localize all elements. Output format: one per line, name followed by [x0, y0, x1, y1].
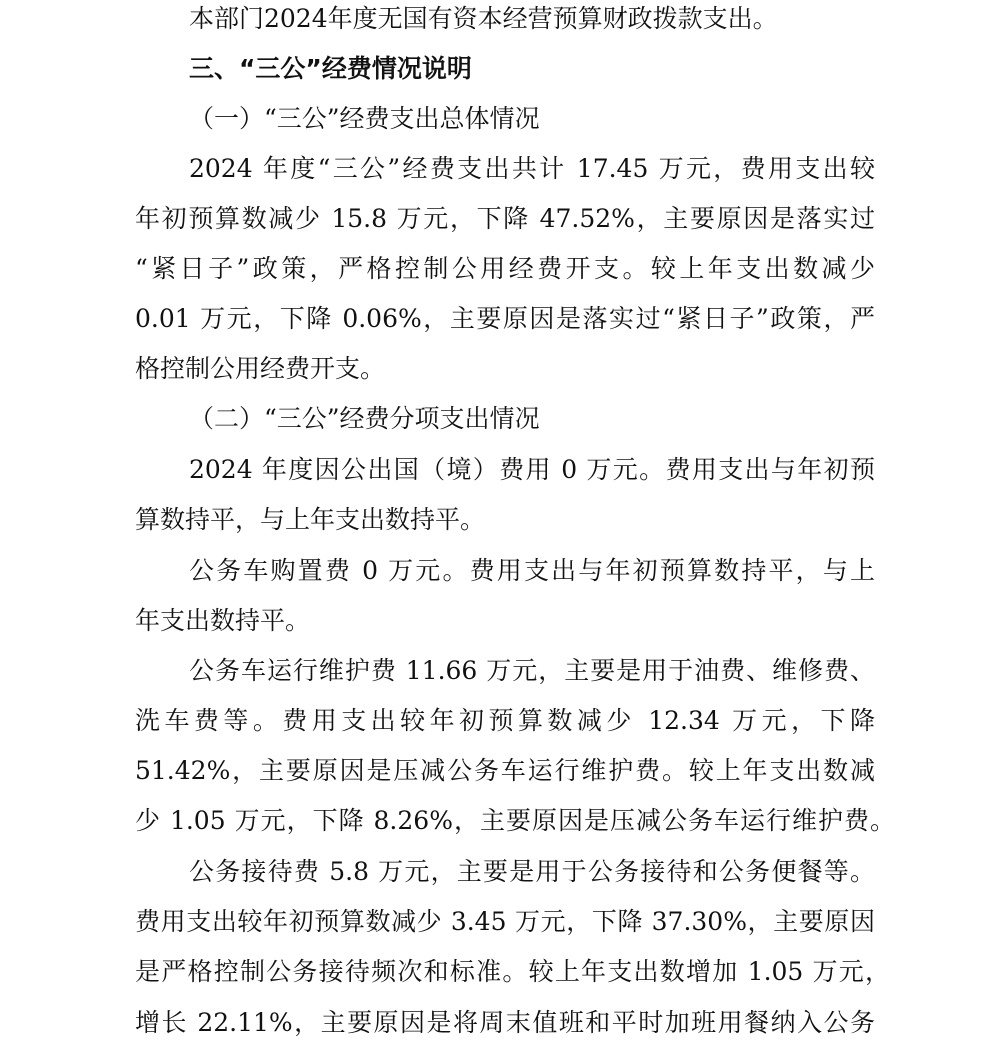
paragraph-line: 年初预算数减少 15.8 万元，下降 47.52%，主要原因是落实过	[135, 204, 875, 233]
paragraph-line: 少 1.05 万元，下降 8.26%，主要原因是压减公务车运行维护费。	[135, 806, 895, 835]
paragraph-line: 算数持平，与上年支出数持平。	[135, 505, 486, 534]
paragraph-line: 洗车费等。费用支出较年初预算数减少 12.34 万元，下降	[135, 706, 875, 735]
paragraph-line: 51.42%，主要原因是压减公务车运行维护费。较上年支出数减	[135, 756, 875, 785]
paragraph-line: 公务车运行维护费 11.66 万元，主要是用于油费、维修费、	[189, 656, 875, 685]
subsection-title-overall: （一）“三公”经费支出总体情况	[189, 104, 540, 133]
intro-paragraph: 本部门2024年度无国有资本经营预算财政拨款支出。	[189, 4, 778, 33]
paragraph-line: 公务车购置费 0 万元。费用支出与年初预算数持平，与上	[189, 556, 875, 585]
paragraph-line: 2024 年度因公出国（境）费用 0 万元。费用支出与年初预	[189, 455, 875, 484]
paragraph-line: 格控制公用经费开支。	[135, 354, 386, 383]
paragraph-line: 公务接待费 5.8 万元，主要是用于公务接待和公务便餐等。	[189, 857, 875, 886]
paragraph-line: 增长 22.11%，主要原因是将周末值班和平时加班用餐纳入公务	[135, 1008, 875, 1037]
paragraph-line: 费用支出较年初预算数减少 3.45 万元，下降 37.30%，主要原因	[135, 907, 875, 936]
paragraph-line: 年支出数持平。	[135, 606, 311, 635]
section-title-sangong: 三、“三公”经费情况说明	[189, 54, 472, 83]
subsection-title-items: （二）“三公”经费分项支出情况	[189, 404, 540, 433]
paragraph-line: 是严格控制公务接待频次和标准。较上年支出数增加 1.05 万元，	[135, 957, 890, 986]
paragraph-line: “紧日子”政策，严格控制公用经费开支。较上年支出数减少	[135, 254, 875, 283]
paragraph-line: 0.01 万元，下降 0.06%，主要原因是落实过“紧日子”政策，严	[135, 304, 875, 333]
paragraph-line: 2024 年度“三公”经费支出共计 17.45 万元，费用支出较	[189, 154, 875, 183]
